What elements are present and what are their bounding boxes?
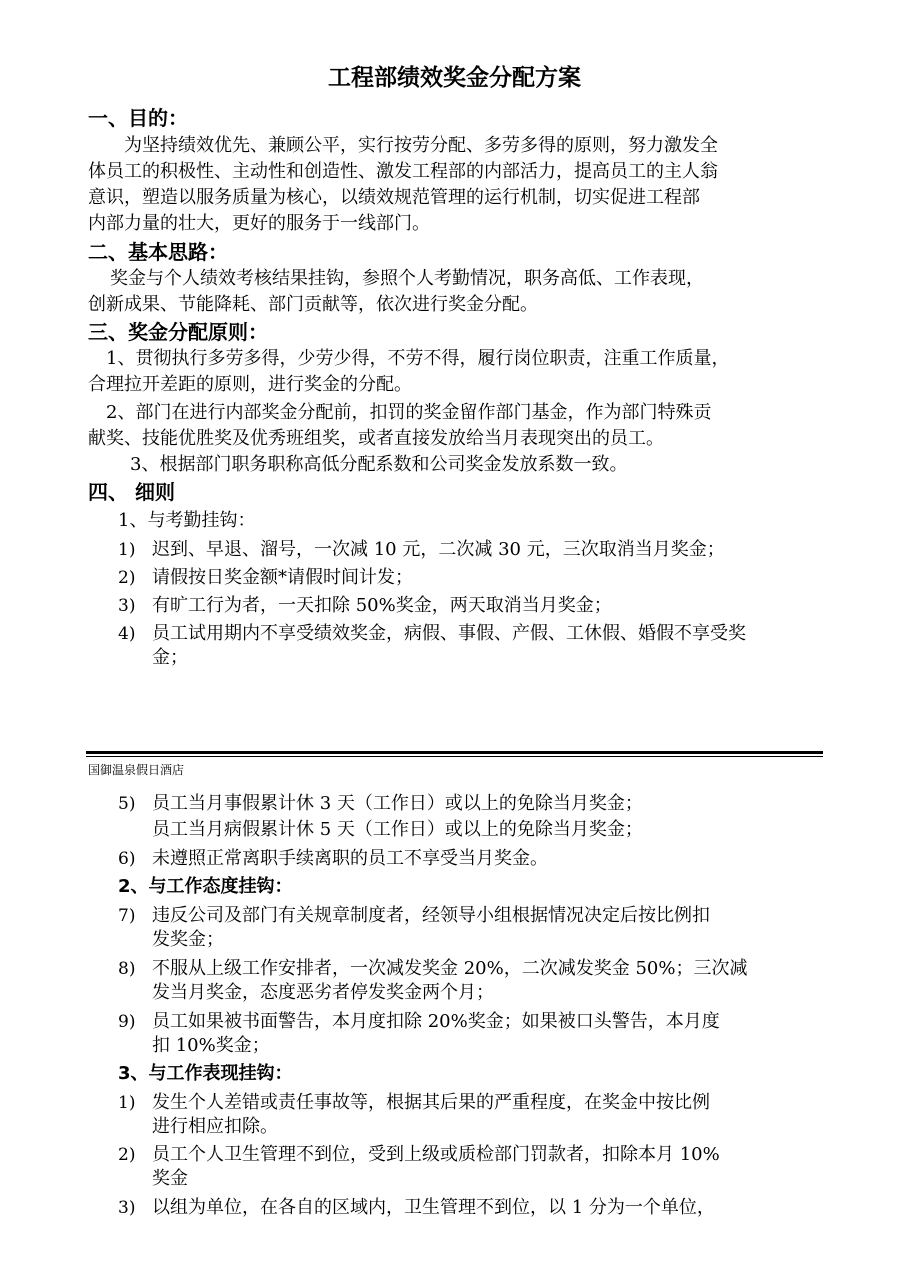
list-item-number: 2): [118, 568, 136, 588]
list-item-number: 1): [118, 540, 136, 560]
list-item-text: 扣 10%奖金；: [152, 1035, 270, 1056]
paragraph-line: 为坚持绩效优先、兼顾公平，实行按劳分配、多劳多得的原则，努力激发全: [124, 135, 718, 156]
list-item-text: 员工个人卫生管理不到位，受到上级或质检部门罚款者，扣除本月 10%: [152, 1144, 720, 1165]
list-item-number: 5): [118, 794, 136, 814]
subsection-heading-performance: 3、与工作表现挂钩：: [118, 1063, 293, 1084]
section-heading-details: 四、 细则: [88, 480, 175, 504]
page-footer: 国御温泉假日酒店: [88, 763, 185, 777]
list-item-text: 迟到、早退、溜号，一次减 10 元，二次减 30 元，三次取消当月奖金；: [152, 539, 725, 560]
list-item-text: 发生个人差错或责任事故等，根据其后果的严重程度，在奖金中按比例: [152, 1092, 710, 1113]
list-item-number: 3): [118, 1198, 136, 1218]
section-heading-purpose: 一、目的：: [88, 106, 188, 130]
list-item-text: 不服从上级工作安排者，一次减发奖金 20%，二次减发奖金 50%；三次减: [152, 958, 748, 979]
list-item-number: 1): [118, 1093, 136, 1113]
section-heading-principles: 三、奖金分配原则：: [88, 320, 268, 344]
list-item-text: 奖金: [152, 1168, 188, 1189]
paragraph-line: 2、部门在进行内部奖金分配前，扣罚的奖金留作部门基金，作为部门特殊贡: [106, 402, 712, 423]
paragraph-line: 意识，塑造以服务质量为核心，以绩效规范管理的运行机制，切实促进工程部: [88, 187, 700, 208]
list-item-number: 2): [118, 1145, 136, 1165]
paragraph-line: 1、贯彻执行多劳多得，少劳少得，不劳不得，履行岗位职责，注重工作质量，: [106, 348, 730, 369]
list-item-text: 进行相应扣除。: [152, 1116, 278, 1137]
paragraph-line: 献奖、技能优胜奖及优秀班组奖，或者直接发放给当月表现突出的员工。: [88, 428, 664, 449]
list-item-text: 员工如果被书面警告，本月度扣除 20%奖金；如果被口头警告，本月度: [152, 1011, 720, 1032]
list-item-text: 员工当月事假累计休 3 天（工作日）或以上的免除当月奖金；: [152, 793, 643, 814]
list-item-number: 6): [118, 849, 136, 869]
list-item-number: 4): [118, 624, 136, 644]
list-item-number: 8): [118, 959, 136, 979]
list-item-text: 金；: [152, 647, 188, 668]
subsection-heading-attendance: 1、与考勤挂钩：: [118, 510, 256, 531]
list-item-number: 9): [118, 1012, 136, 1032]
list-item-number: 3): [118, 596, 136, 616]
page-title: 工程部绩效奖金分配方案: [328, 65, 581, 91]
list-item-text: 违反公司及部门有关规章制度者，经领导小组根据情况决定后按比例扣: [152, 905, 710, 926]
list-item-text: 有旷工行为者，一天扣除 50%奖金，两天取消当月奖金；: [152, 595, 612, 616]
list-item-text: 员工当月病假累计休 5 天（工作日）或以上的免除当月奖金；: [152, 819, 643, 840]
paragraph-line: 合理拉开差距的原则，进行奖金的分配。: [88, 374, 412, 395]
paragraph-line: 内部力量的壮大，更好的服务于一线部门。: [88, 213, 430, 234]
list-item-text: 请假按日奖金额*请假时间计发；: [152, 567, 413, 588]
paragraph-line: 3、根据部门职务职称高低分配系数和公司奖金发放系数一致。: [130, 454, 628, 475]
list-item-text: 发当月奖金，态度恶劣者停发奖金两个月；: [152, 982, 494, 1003]
paragraph-line: 奖金与个人绩效考核结果挂钩，参照个人考勤情况，职务高低、工作表现，: [110, 268, 704, 289]
page-divider: [86, 756, 823, 757]
list-item-text: 以组为单位，在各自的区域内，卫生管理不到位，以 1 分为一个单位，: [152, 1197, 715, 1218]
list-item-text: 未遵照正常离职手续离职的员工不享受当月奖金。: [152, 848, 548, 869]
paragraph-line: 体员工的积极性、主动性和创造性、激发工程部的内部活力，提高员工的主人翁: [88, 161, 718, 182]
paragraph-line: 创新成果、节能降耗、部门贡献等，依次进行奖金分配。: [88, 294, 538, 315]
subsection-heading-attitude: 2、与工作态度挂钩：: [118, 876, 293, 897]
section-heading-approach: 二、基本思路：: [88, 240, 228, 264]
list-item-text: 员工试用期内不享受绩效奖金，病假、事假、产假、工休假、婚假不享受奖: [152, 623, 746, 644]
list-item-number: 7): [118, 906, 136, 926]
page-divider: [86, 751, 823, 754]
list-item-text: 发奖金；: [152, 929, 224, 950]
